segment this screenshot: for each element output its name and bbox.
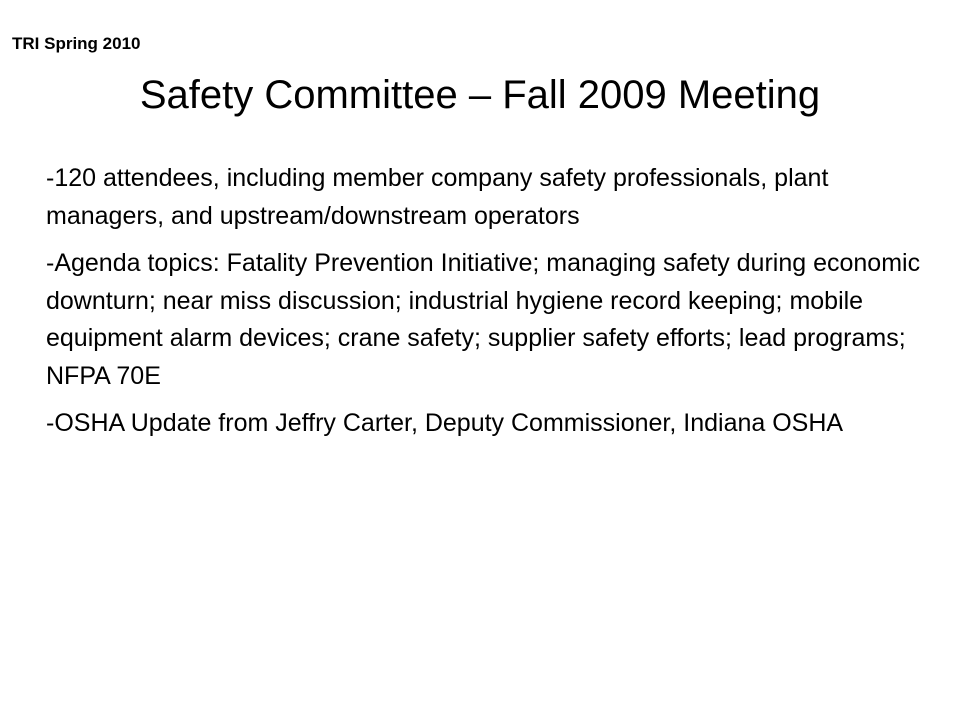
bullet-agenda-topics: -Agenda topics: Fatality Prevention Initiative; managing safety during economic downturn; near miss discussion; industrial hygiene record keeping; mobile equipment alarm devices; crane safety; supplier safety efforts; lead programs; NFPA 70E — [46, 249, 921, 390]
header-tag: TRI Spring 2010 — [12, 34, 141, 53]
bullet-list — [46, 160, 926, 453]
slide-title: Safety Committee – Fall 2009 Meeting — [139, 73, 821, 117]
bullet-attendees: -120 attendees, including member company safety professionals, plant managers, and upstream/downstream operators — [46, 164, 829, 230]
bullet-osha-update: -OSHA Update from Jeffry Carter, Deputy Commissioner, Indiana OSHA — [46, 409, 844, 437]
